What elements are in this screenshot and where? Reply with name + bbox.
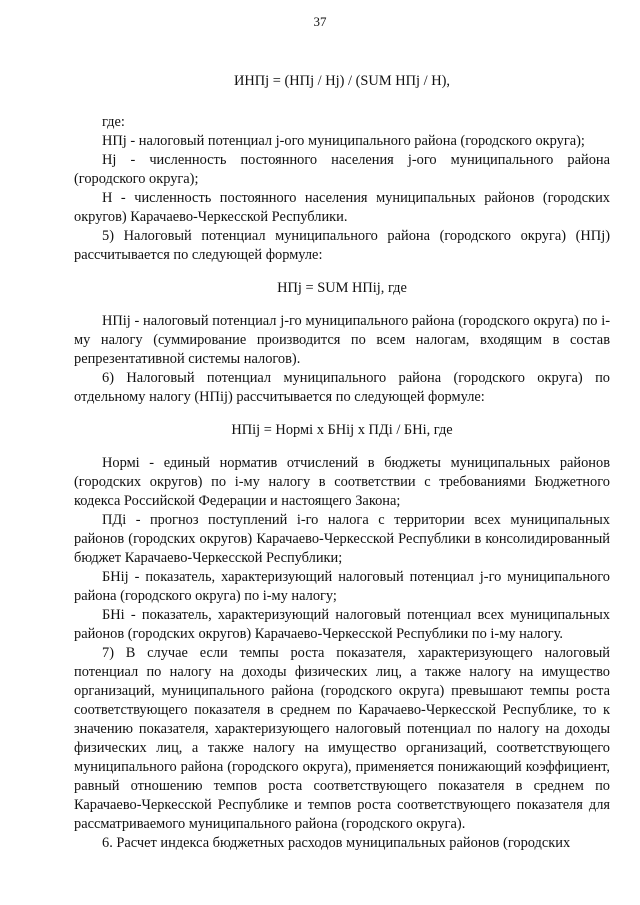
section-6-heading: 6. Расчет индекса бюджетных расходов муниципальных районов (городских (102, 835, 571, 851)
definition-npj: НПj - налоговый потенциал j-ого муниципального района (городского округа); (102, 133, 585, 149)
definition-n: Н - численность постоянного населения муниципальных районов (городских округов) Карачаево-Черкесской Республики. (74, 190, 610, 225)
definition-bnij: БНij - показатель, характеризующий налоговый потенциал j-го муниципального района (городского округа) по i-му налогу; (74, 569, 610, 604)
definition-normi: Нормi - единый норматив отчислений в бюджеты муниципальных районов (городских округов) по i-му налогу в соответствии с требованиями Бюджетного кодекса Российской Федерации и настоящего Закона; (74, 455, 610, 509)
formula-npij: НПij = Нормi x БНij x ПДi / БНi, где (231, 422, 453, 438)
definition-bni: БНi - показатель, характеризующий налоговый потенциал всех муниципальных районов (городских округов) Карачаево-Черкесской Республики по i-му налогу. (74, 607, 610, 642)
definition-nj: Нj - численность постоянного населения j-ого муниципального района (городского округа); (74, 152, 610, 187)
page-number: 37 (313, 14, 327, 29)
paragraph-where: где: (102, 114, 125, 130)
document-body (74, 72, 610, 853)
formula-npj: НПj = SUM НПij, где (277, 280, 407, 296)
formula-inpj: ИНПj = (НПj / Нj) / (SUM НПj / Н), (234, 73, 450, 89)
definition-pdi: ПДi - прогноз поступлений i-го налога с территории всех муниципальных районов (городских округов) Карачаево-Черкесской Республики в консолидированный бюджет Карачаево-Черкесской Республики; (74, 512, 610, 566)
item-7: 7) В случае если темпы роста показателя, характеризующего налоговый потенциал по налогу на доходы физических лиц, а также налогу на имущество организаций, муниципального района (городского округа) превышают темпы роста соответствующего показателя в среднем по Карачаево-Черкесской Республике, то к значению показателя, характеризующего налоговый потенциал по налогу на доходы физических лиц, а также налогу на имущество организаций, соответствующего муниципального района (городского округа), применяется понижающий коэффициент, равный отношению темпов роста соответствующего показателя в среднем по Карачаево-Черкесской Республике и темпов роста соответствующего показателя для рассматриваемого муниципального района (городского округа). (74, 645, 610, 832)
item-6: 6) Налоговый потенциал муниципального района (городского округа) по отдельному налогу (НПij) рассчитывается по следующей формуле: (74, 370, 610, 405)
definition-npij: НПij - налоговый потенциал j-го муниципального района (городского округа) по i-му налогу (суммирование производится по всем налогам, входящим в состав репрезентативной системы налогов). (74, 313, 610, 367)
item-5: 5) Налоговый потенциал муниципального района (городского округа) (НПj) рассчитывается по следующей формуле: (74, 228, 610, 263)
